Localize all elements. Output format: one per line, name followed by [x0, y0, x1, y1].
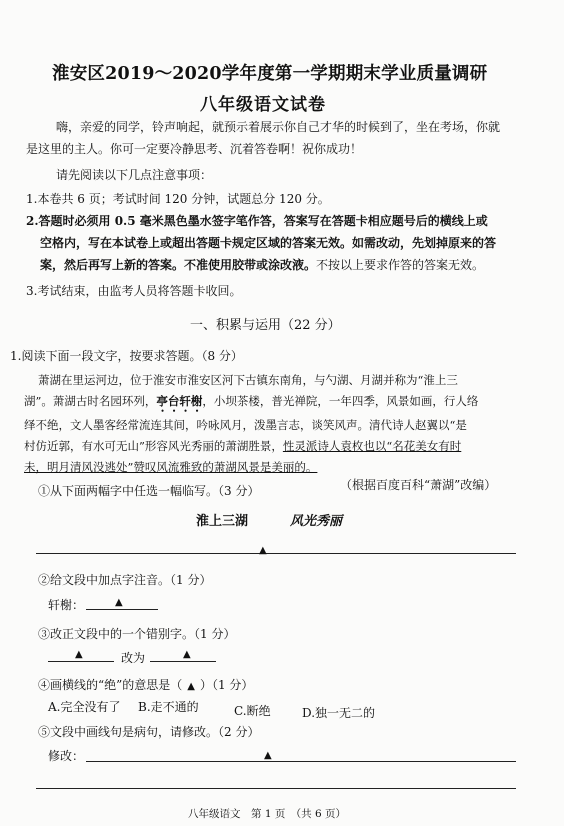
passage-dotted-words: 亭台轩榭 — [156, 394, 203, 408]
q1-sub2: ②给文段中加点字注音。（1 分） — [38, 573, 212, 587]
sub5-label: 修改： — [48, 749, 85, 763]
q1-sub3: ③改正文段中的一个错别字。（1 分） — [38, 627, 236, 641]
revision-line-2[interactable] — [36, 788, 516, 789]
q1-passage — [24, 370, 534, 478]
sub2-label: 轩榭： — [48, 598, 85, 612]
passage-line-4 — [24, 436, 534, 457]
notice-item-2-line-3a: 案，然后再写上新的答案。不准使用胶带或涂改液。 — [40, 258, 317, 272]
copy-writing-line[interactable] — [36, 553, 516, 554]
sub4-end: ）（1 分） — [199, 678, 254, 692]
notice-item-1: 1.本卷共 6 页；考试时间 120 分钟，试题总分 120 分。 — [26, 192, 330, 206]
section-title: 一、积累与运用（22 分） — [190, 318, 341, 333]
q1-source: （根据百度百科“萧湖”改编） — [340, 478, 497, 492]
option-b[interactable]: B.走不通的 — [138, 700, 199, 714]
notice-item-2-line-1: 2.答题时必须用 0.5 毫米黑色墨水签字笔作答，答案写在答题卡相应题号后的横线上或 — [26, 214, 488, 228]
wrong-char-line[interactable] — [48, 661, 114, 662]
pinyin-answer-line[interactable] — [86, 609, 158, 610]
q1-sub5: ⑤文段中画线句是病句，请修改。（2 分） — [38, 725, 260, 739]
q1-sub1: ①从下面两幅字中任选一幅临写。（3 分） — [38, 484, 260, 498]
exam-subtitle: 八年级语文试卷 — [200, 95, 326, 115]
option-d[interactable]: D.独一无二的 — [302, 706, 376, 720]
notice-item-2-line-3 — [40, 254, 484, 276]
q1-stem: 1.阅读下面一段文字，按要求答题。（8 分） — [10, 349, 243, 363]
sub4-text: ④画横线的“绝”的意思是（ — [38, 678, 183, 692]
answer-marker-1: ▲ — [259, 545, 267, 556]
answer-marker-3: ▲ — [75, 649, 83, 660]
notice-item-3: 3.考试结束，由监考人员将答题卡收回。 — [26, 284, 242, 298]
passage-underlined-5b: ”赞叹风流雅致的萧湖风景是美丽的。 — [127, 460, 318, 474]
exam-title: 淮安区2019～2020学年度第一学期期末学业质量调研 — [52, 64, 488, 84]
answer-marker-2: ▲ — [115, 597, 123, 608]
passage-line-2 — [24, 391, 534, 415]
option-a[interactable]: A.完全没有了 — [48, 700, 121, 714]
correct-char-line[interactable] — [150, 661, 216, 662]
q1-sub4 — [38, 674, 253, 698]
page-footer: 八年级语文 第 1 页 （共 6 页） — [188, 808, 346, 820]
passage-line-3: 绎不绝，文人墨客经常流连其间，吟咏风月，泼墨言志，谈笑风声。清代诗人赵翼以“是 — [24, 418, 467, 432]
notice-item-2-line-2: 空格内，写在本试卷上或超出答题卡规定区域的答案无效。如需改动，先划掉原来的答 — [40, 236, 497, 250]
answer-marker-4: ▲ — [183, 649, 191, 660]
calligraphy-sample-2: 风光秀丽 — [290, 514, 343, 529]
intro-line-2: 是这里的主人。你可一定要冷静思考、沉着答卷啊！祝你成功！ — [26, 142, 363, 156]
passage-underlined-5a: 未，明月清风没逃处 — [24, 460, 128, 474]
passage-line-2a: 湖”。萧湖古时名园环列， — [24, 394, 157, 408]
intro-line-1: 嗨，亲爱的同学，铃声响起，就预示着展示你自己才华的时候到了，坐在考场，你就 — [56, 120, 501, 134]
notice-item-2-line-3b: 不按以上要求作答的答案无效。 — [316, 258, 485, 272]
option-c[interactable]: C.断绝 — [234, 704, 271, 718]
revision-line-1[interactable] — [86, 761, 516, 762]
passage-underlined-4: 性灵派诗人袁枚也以“名花美女有时 — [282, 439, 462, 453]
passage-line-4a: 村仿近郭，有水可无山”形容风光秀丽的萧湖胜景， — [24, 439, 283, 453]
answer-marker-5: ▲ — [187, 681, 195, 692]
answer-marker-6: ▲ — [264, 750, 272, 761]
notice-heading: 请先阅读以下几点注意事项： — [56, 168, 213, 182]
sub3-change-to: 改为 — [121, 651, 146, 665]
passage-line-1: 萧湖在里运河边，位于淮安市淮安区河下古镇东南角，与勺湖、月湖并称为“淮上三 — [38, 373, 458, 387]
passage-line-2b: ，小坝茶楼，普光禅院，一年四季，风景如画，行人络 — [202, 394, 479, 408]
calligraphy-sample-1: 淮上三湖 — [196, 514, 249, 529]
